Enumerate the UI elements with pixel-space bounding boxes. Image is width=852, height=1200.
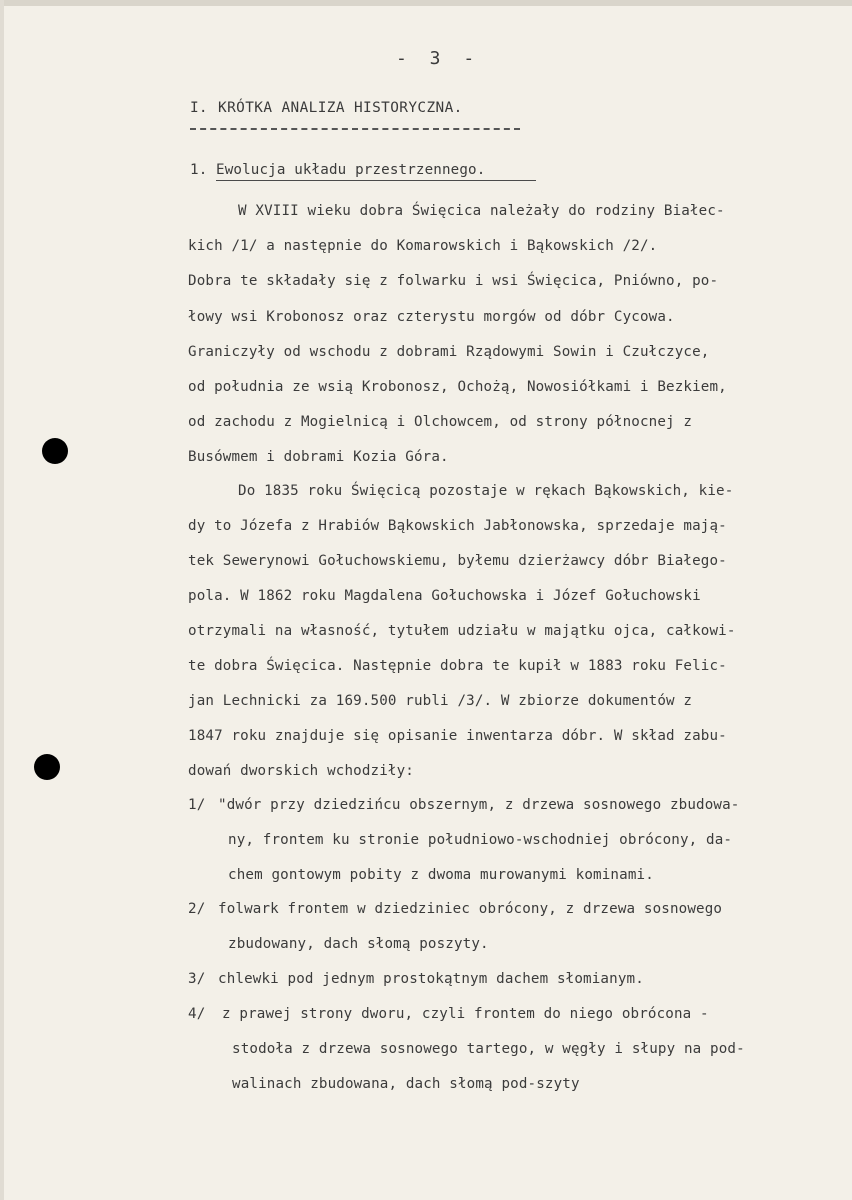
body-line: Dobra te składały się z folwarku i wsi Święcica, Pniówno, po-	[188, 273, 719, 289]
list-item-line: walinach zbudowana, dach słomą pod-szyty	[232, 1076, 580, 1092]
body-line: otrzymali na własność, tytułem udziału w majątku ojca, całkowi-	[188, 623, 736, 639]
body-line: 1847 roku znajduje się opisanie inwentarza dóbr. W skład zabu-	[188, 728, 727, 744]
list-item-line: chlewki pod jednym prostokątnym dachem słomianym.	[218, 971, 644, 987]
heading-number: I.	[190, 100, 208, 116]
list-item-number: 1/	[188, 797, 206, 813]
list-item-line: ny, frontem ku stronie południowo-wschodniej obrócony, da-	[228, 832, 733, 848]
list-item-line: stodoła z drzewa sosnowego tartego, w węgły i słupy na pod-	[232, 1041, 745, 1057]
body-line: Busówmem i dobrami Kozia Góra.	[188, 449, 449, 465]
list-item-line: folwark frontem w dziedziniec obrócony, z drzewa sosnowego	[218, 901, 723, 917]
section-title: Ewolucja układu przestrzennego.	[216, 162, 486, 178]
list-item-number: 4/	[188, 1006, 206, 1022]
heading-title: KRÓTKA ANALIZA HISTORYCZNA.	[218, 100, 463, 116]
body-line: jan Lechnicki za 169.500 rubli /3/. W zbiorze dokumentów z	[188, 693, 693, 709]
section-title-underline	[216, 180, 536, 181]
body-line: te dobra Święcica. Następnie dobra te kupił w 1883 roku Felic-	[188, 658, 727, 674]
body-line: tek Sewerynowi Gołuchowskiemu, byłemu dzierżawcy dóbr Białego-	[188, 553, 727, 569]
body-line: łowy wsi Krobonosz oraz czterystu morgów od dóbr Cycowa.	[188, 309, 675, 325]
punch-hole-lower	[34, 754, 60, 780]
list-item-number: 3/	[188, 971, 206, 987]
body-line: Do 1835 roku Święcicą pozostaje w rękach Bąkowskich, kie-	[238, 483, 734, 499]
body-line: pola. W 1862 roku Magdalena Gołuchowska i Józef Gołuchowski	[188, 588, 701, 604]
list-item-number: 2/	[188, 901, 206, 917]
page-left-edge	[0, 0, 4, 1200]
body-line: od zachodu z Mogielnicą i Olchowcem, od strony północnej z	[188, 414, 693, 430]
section-number: 1.	[190, 162, 208, 178]
list-item-line: "dwór przy dziedzińcu obszernym, z drzewa sosnowego zbudowa-	[218, 797, 740, 813]
punch-hole-upper	[42, 438, 68, 464]
list-item-line: z prawej strony dworu, czyli frontem do niego obrócona -	[222, 1006, 709, 1022]
list-item-line: chem gontowym pobity z dwoma murowanymi kominami.	[228, 867, 654, 883]
page-top-edge	[0, 0, 852, 6]
body-line: od południa ze wsią Krobonosz, Ochożą, Nowosiółkami i Bezkiem,	[188, 379, 727, 395]
body-line: Graniczyły od wschodu z dobrami Rządowymi Sowin i Czułczyce,	[188, 344, 710, 360]
page-number: - 3 -	[396, 48, 481, 69]
body-line: W XVIII wieku dobra Święcica należały do rodziny Białec-	[238, 203, 725, 219]
heading-underline	[190, 128, 520, 130]
body-line: dowań dworskich wchodziły:	[188, 763, 414, 779]
body-line: dy to Józefa z Hrabiów Bąkowskich Jabłonowska, sprzedaje mają-	[188, 518, 727, 534]
list-item-line: zbudowany, dach słomą poszyty.	[228, 936, 489, 952]
body-line: kich /1/ a następnie do Komarowskich i Bąkowskich /2/.	[188, 238, 658, 254]
